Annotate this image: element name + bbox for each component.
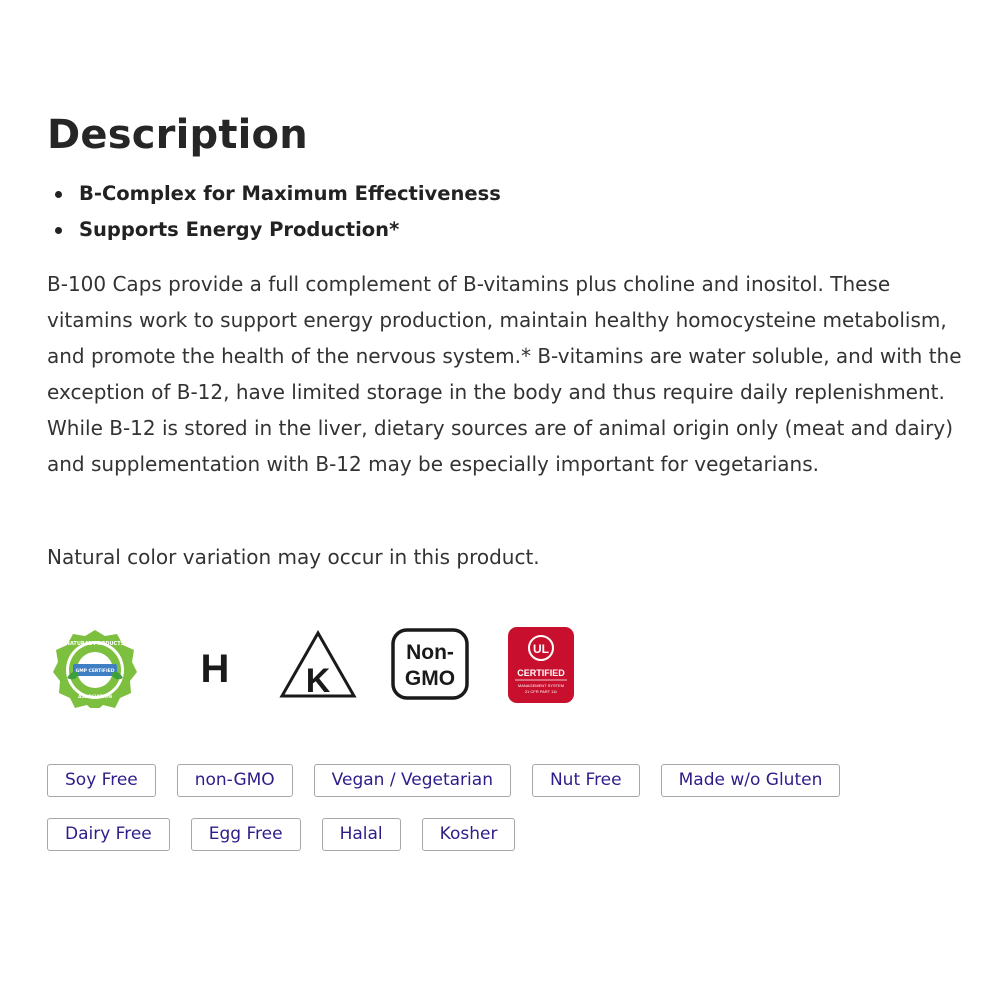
color-variation-note: Natural color variation may occur in this product. xyxy=(47,545,540,569)
badge-row xyxy=(47,764,947,797)
kosher-k-icon xyxy=(279,630,357,700)
svg-text:UL: UL xyxy=(533,642,549,656)
feature-item: Supports Energy Production* xyxy=(79,212,501,248)
ul-certified-icon xyxy=(507,626,575,704)
certification-logos xyxy=(47,620,607,710)
feature-item: B-Complex for Maximum Effectiveness xyxy=(79,176,501,212)
badge-row xyxy=(47,818,947,851)
feature-list xyxy=(47,176,501,248)
svg-text:GMP CERTIFIED: GMP CERTIFIED xyxy=(75,669,115,674)
halal-h-icon xyxy=(175,626,237,706)
badge-egg-free[interactable]: Egg Free xyxy=(191,818,301,851)
badge-soy-free[interactable]: Soy Free xyxy=(47,764,156,797)
gmp-certified-icon xyxy=(53,628,137,708)
svg-text:CERTIFIED: CERTIFIED xyxy=(517,668,565,678)
non-gmo-icon xyxy=(391,628,469,700)
svg-text:H: H xyxy=(200,647,230,691)
badge-non-gmo[interactable]: non-GMO xyxy=(177,764,293,797)
svg-text:21 CFR PART 111: 21 CFR PART 111 xyxy=(524,689,558,694)
badge-vegan-vegetarian[interactable]: Vegan / Vegetarian xyxy=(314,764,511,797)
svg-text:NATURAL PRODUCTS: NATURAL PRODUCTS xyxy=(65,641,125,647)
svg-text:ASSOCIATION: ASSOCIATION xyxy=(77,695,113,700)
svg-text:GMO: GMO xyxy=(404,667,456,690)
badge-made-without-gluten[interactable]: Made w/o Gluten xyxy=(661,764,841,797)
svg-text:Non-: Non- xyxy=(406,641,454,664)
badge-dairy-free[interactable]: Dairy Free xyxy=(47,818,170,851)
badge-kosher[interactable]: Kosher xyxy=(422,818,516,851)
section-title: Description xyxy=(47,112,308,158)
badge-halal[interactable]: Halal xyxy=(322,818,401,851)
svg-text:MANAGEMENT SYSTEM: MANAGEMENT SYSTEM xyxy=(517,683,565,688)
svg-text:K: K xyxy=(305,662,331,700)
badge-nut-free[interactable]: Nut Free xyxy=(532,764,640,797)
description-paragraph: B-100 Caps provide a full complement of B-vitamins plus choline and inositol. These vitamins work to support energy production, maintain healthy homocysteine metabolism, and promote the health of the nervous system.* B-vitamins are water soluble, and with the exception of B-12, have limited storage in the body and thus require daily replenishment. While B-12 is stored in the liver, dietary sources are of animal origin only (meat and dairy) and supplementation with B-12 may be especially important for vegetarians. xyxy=(47,272,962,476)
diet-badges xyxy=(47,764,947,872)
